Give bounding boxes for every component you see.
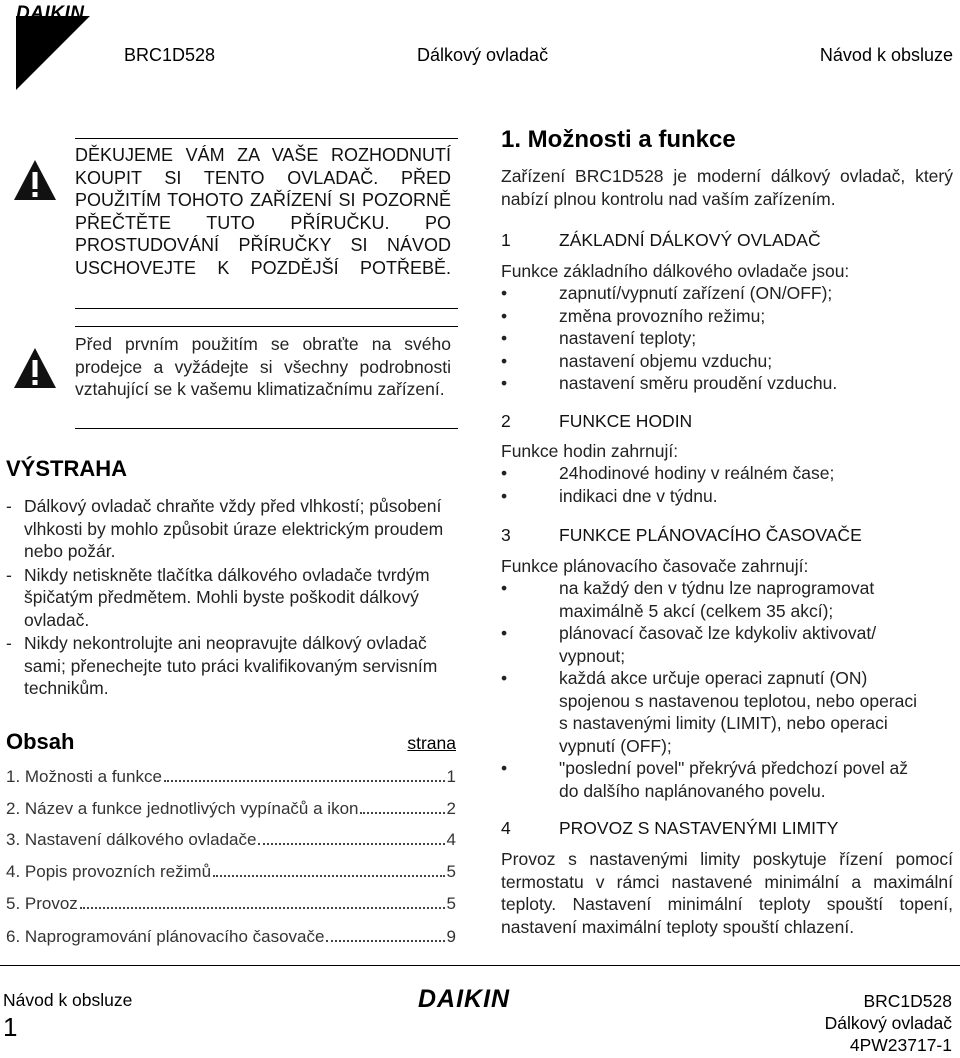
feature-list [501, 577, 921, 802]
warning-item: - Nikdy netiskněte tlačítka dálkového ovladače tvrdým špičatým předmětem. Mohli byste poškodit dálkový ovladač. [6, 564, 456, 632]
warning-title: VÝSTRAHA [6, 456, 128, 481]
toc-entry-page: 1 [446, 767, 456, 786]
subsection-heading: 4 PROVOZ S NASTAVENÝMI LIMITY [501, 818, 839, 838]
logo-triangle [16, 16, 90, 90]
subsection-lead: Funkce základního dálkového ovladače jsou: [501, 261, 850, 281]
warning-item: - Nikdy nekontrolujte ani neopravujte dálkový ovladač sami; přenechejte tuto práci kvalifikovaným servisním technikům. [6, 632, 456, 700]
warning-icon [13, 158, 57, 202]
list-item: • na každý den v týdnu lze naprogramovat maximálně 5 akcí (celkem 35 akcí); [501, 577, 921, 622]
subsection-body: Provoz s nastavenými limity poskytuje řízení pomocí termostatu v rámci nastavené minimální a maximální teploty. Nastavení minimální teploty spouští topení, nastavení maximální teploty spouští chlazení. [501, 849, 953, 937]
toc-entry-title: 3. Nastavení dálkového ovladače [6, 830, 257, 849]
toc-leader [360, 812, 444, 814]
header-manual: Návod k obsluze [819, 45, 953, 65]
toc-title: Obsah [6, 729, 75, 754]
toc-entry-title: 2. Název a funkce jednotlivých vypínačů a ikon [6, 799, 359, 818]
footer-divider [0, 965, 960, 966]
page-number: 1 [3, 1012, 18, 1042]
toc-entry-page: 4 [446, 830, 456, 849]
header-model: BRC1D528 [124, 45, 216, 65]
notice-thanks: DĚKUJEME VÁM ZA VAŠE ROZHODNUTÍ KOUPIT SI TENTO OVLADAČ. PŘED POUŽITÍM TOHOTO ZAŘÍZENÍ SI POZORNĚ PŘEČTĚTE TUTO PŘÍRUČKU. PO PROSTUDOVÁNÍ PŘÍRUČKY SI NÁVOD USCHOVEJTE K POZDĚJŠÍ POTŘEBĚ. [75, 145, 451, 278]
toc-entry[interactable] [6, 894, 456, 914]
toc-leader [80, 907, 445, 909]
subsection-lead: Funkce plánovacího časovače zahrnují: [501, 556, 809, 576]
list-item: • plánovací časovač lze kdykoliv aktivovat/ vypnout; [501, 622, 921, 667]
toc-entry-title: 6. Naprogramování plánovacího časovače [6, 927, 325, 946]
footer-brand-logo: DAIKIN [418, 985, 511, 1013]
toc-entry[interactable] [6, 830, 456, 850]
subsection-heading: 3 FUNKCE PLÁNOVACÍHO ČASOVAČE [501, 525, 862, 545]
divider [75, 138, 458, 139]
toc-entry-page: 9 [446, 927, 456, 946]
toc-entry-title: 4. Popis provozních režimů [6, 862, 212, 881]
toc-entry-page: 2 [446, 799, 456, 818]
toc-leader [326, 940, 444, 942]
toc-entry[interactable] [6, 862, 456, 882]
toc-leader [164, 780, 445, 782]
warning-list [6, 495, 456, 701]
header-doc-name: Dálkový ovladač [417, 45, 549, 65]
toc-entry[interactable] [6, 927, 456, 947]
divider [75, 428, 458, 429]
toc-entry-page: 5 [446, 894, 456, 913]
footer-manual: Návod k obsluze [3, 990, 133, 1010]
toc-entry[interactable] [6, 767, 456, 787]
list-item: • nastavení objemu vzduchu; [501, 350, 953, 373]
toc-leader [258, 843, 444, 845]
subsection-lead: Funkce hodin zahrnují: [501, 441, 679, 461]
toc-entry-page: 5 [446, 862, 456, 881]
footer-model: BRC1D528 [863, 991, 952, 1011]
divider [75, 308, 458, 309]
feature-list [501, 282, 953, 395]
list-item: • nastavení směru proudění vzduchu. [501, 372, 953, 395]
list-item: • nastavení teploty; [501, 327, 953, 350]
notice-dealer: Před prvním použitím se obraťte na svého prodejce a vyžádejte si všechny podrobnosti vztahující se k vašemu klimatizačnímu zařízení. [75, 334, 451, 399]
footer-doc-name: Dálkový ovladač [824, 1013, 952, 1033]
toc-entry-title: 5. Provoz [6, 894, 78, 913]
feature-list [501, 462, 953, 507]
subsection-heading: 2 FUNKCE HODIN [501, 411, 693, 431]
warning-item: - Dálkový ovladač chraňte vždy před vlhkostí; působení vlhkosti by mohlo způsobit úraze elektrickým proudem nebo požár. [6, 495, 456, 563]
list-item: • zapnutí/vypnutí zařízení (ON/OFF); [501, 282, 953, 305]
brand-logo: DAIKIN [16, 3, 85, 24]
toc-entry[interactable] [6, 799, 456, 819]
list-item: • indikaci dne v týdnu. [501, 485, 953, 508]
list-item: • 24hodinové hodiny v reálném čase; [501, 462, 953, 485]
list-item: • změna provozního režimu; [501, 305, 953, 328]
toc-entry-title: 1. Možnosti a funkce [6, 767, 162, 786]
list-item: • "poslední povel" překrývá předchozí povel až do dalšího naplánovaného povelu. [501, 757, 921, 802]
footer-info [825, 990, 952, 1056]
footer-code: 4PW23717-1 [849, 1035, 952, 1055]
toc-page-label: strana [407, 733, 456, 753]
section-title: 1. Možnosti a funkce [501, 126, 736, 153]
toc-leader [213, 875, 444, 877]
subsection-heading: 1 ZÁKLADNÍ DÁLKOVÝ OVLADAČ [501, 230, 821, 250]
section-intro: Zařízení BRC1D528 je moderní dálkový ovladač, který nabízí plnou kontrolu nad vaším zařízením. [501, 166, 953, 209]
divider [75, 326, 458, 327]
list-item: • každá akce určuje operaci zapnutí (ON) spojenou s nastavenou teplotou, nebo operaci s nastavenými limity (LIMIT), nebo operaci vypnutí (OFF); [501, 667, 921, 757]
warning-icon [13, 346, 57, 390]
